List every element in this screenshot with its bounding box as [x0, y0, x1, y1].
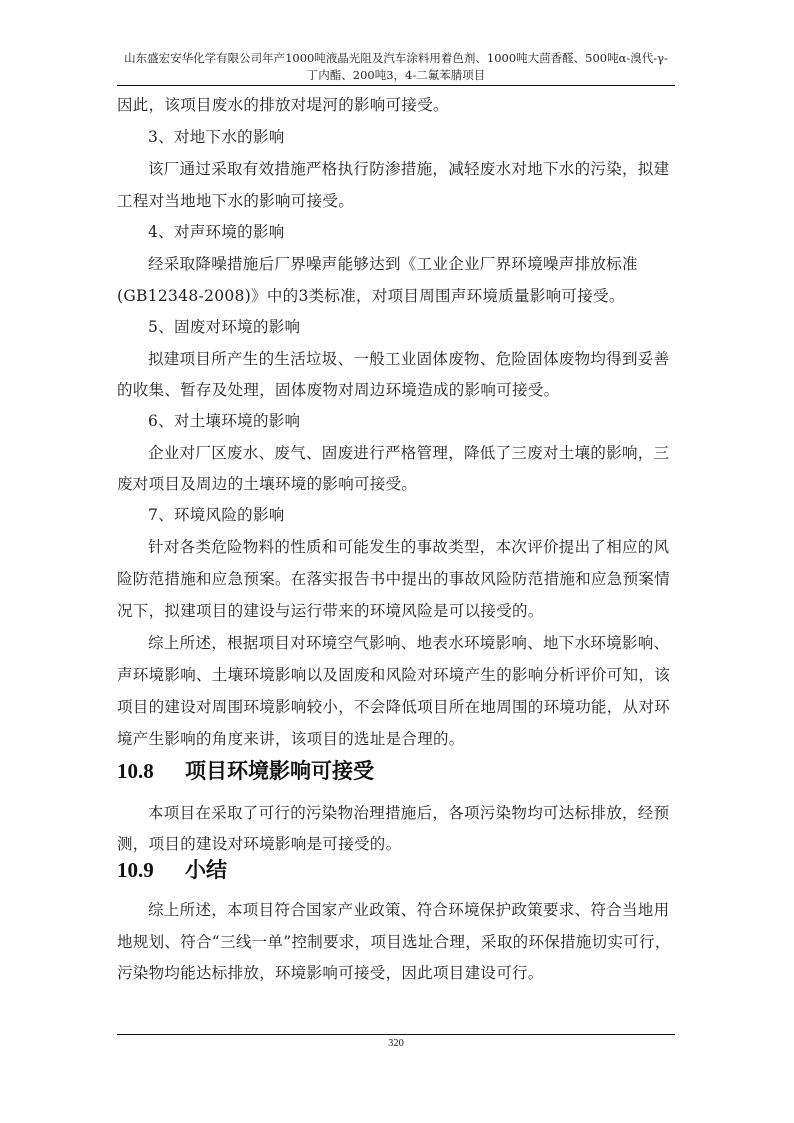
footer-rule [117, 1034, 675, 1035]
section-title: 项目环境影响可接受 [185, 758, 374, 783]
subsection-4-para-line: (GB12348-2008)》中的3类标准，对项目周围声环境质量影响可接受。 [117, 287, 625, 305]
section-10-9-para-line: 综上所述，本项目符合国家产业政策、符合环境保护政策要求、符合当地用 [148, 901, 670, 919]
summary-para-line: 声环境影响、土壤环境影响以及固废和风险对环境产生的影响分析评价可知，该 [117, 666, 671, 684]
subsection-5-para-line: 拟建项目所产生的生活垃圾、一般工业固体废物、危险固体废物均得到妥善 [148, 350, 670, 368]
subsection-4-title: 4、对声环境的影响 [148, 223, 285, 241]
subsection-3-para-line: 该厂通过采取有效措施严格执行防渗措施，减轻废水对地下水的污染，拟建 [148, 160, 670, 178]
subsection-7-para-line: 险防范措施和应急预案。在落实报告书中提出的事故风险防范措施和应急预案情 [117, 570, 671, 588]
subsection-7-para-line: 针对各类危险物料的性质和可能发生的事故类型，本次评价提出了相应的风 [148, 538, 670, 556]
subsection-6-para-line: 企业对厂区废水、废气、固废进行严格管理，降低了三废对土壤的影响，三 [148, 444, 670, 462]
subsection-6-title: 6、对土壤环境的影响 [148, 412, 301, 430]
summary-para-line: 项目的建设对周围环境影响较小，不会降低项目所在地周围的环境功能，从对环 [117, 698, 671, 716]
summary-para-line: 境产生影响的角度来讲，该项目的选址是合理的。 [117, 730, 465, 748]
subsection-3-para-line: 工程对当地地下水的影响可接受。 [117, 192, 355, 210]
subsection-6-para-line: 废对项目及周边的土壤环境的影响可接受。 [117, 475, 418, 493]
subsection-5-title: 5、固废对环境的影响 [148, 318, 301, 336]
section-10-9-para-line: 地规划、符合“三线一单”控制要求，项目选址合理，采取的环保措施切实可行， [117, 933, 671, 951]
subsection-5-para-line: 的收集、暂存及处理，固体废物对周边环境造成的影响可接受。 [117, 381, 560, 399]
subsection-7-para-line: 况下，拟建项目的建设与运行带来的环境风险是可以接受的。 [117, 602, 544, 620]
page-number: 320 [388, 1038, 404, 1049]
section-title: 小结 [185, 857, 227, 882]
section-heading-10-8 [117, 758, 374, 784]
running-header [117, 50, 675, 84]
section-number: 10.8 [117, 759, 154, 783]
subsection-7-title: 7、环境风险的影响 [148, 506, 285, 524]
section-10-8-para-line: 测，项目的建设对环境影响是可接受的。 [117, 835, 402, 853]
header-line-1: 山东盛宏安华化学有限公司年产1000吨液晶光阻及汽车涂料用着色剂、1000吨大茴香醛、500吨α-溴代-γ- [124, 51, 668, 65]
header-line-2: 丁内酯、200吨3，4-二氟苯腈项目 [306, 68, 486, 82]
intro-paragraph: 因此，该项目废水的排放对堤河的影响可接受。 [117, 96, 449, 114]
section-10-9-para-line: 污染物均能达标排放，环境影响可接受，因此项目建设可行。 [117, 964, 544, 982]
summary-para-line: 综上所述，根据项目对环境空气影响、地表水环境影响、地下水环境影响、 [148, 634, 670, 652]
section-heading-10-9 [117, 857, 227, 883]
subsection-3-title: 3、对地下水的影响 [148, 128, 285, 146]
section-number: 10.9 [117, 858, 154, 882]
subsection-4-para-line: 经采取降噪措施后厂界噪声能够达到《工业企业厂界环境噪声排放标准 [148, 255, 638, 273]
section-10-8-para-line: 本项目在采取了可行的污染物治理措施后，各项污染物均可达标排放，经预 [148, 804, 670, 822]
header-rule [117, 85, 675, 86]
